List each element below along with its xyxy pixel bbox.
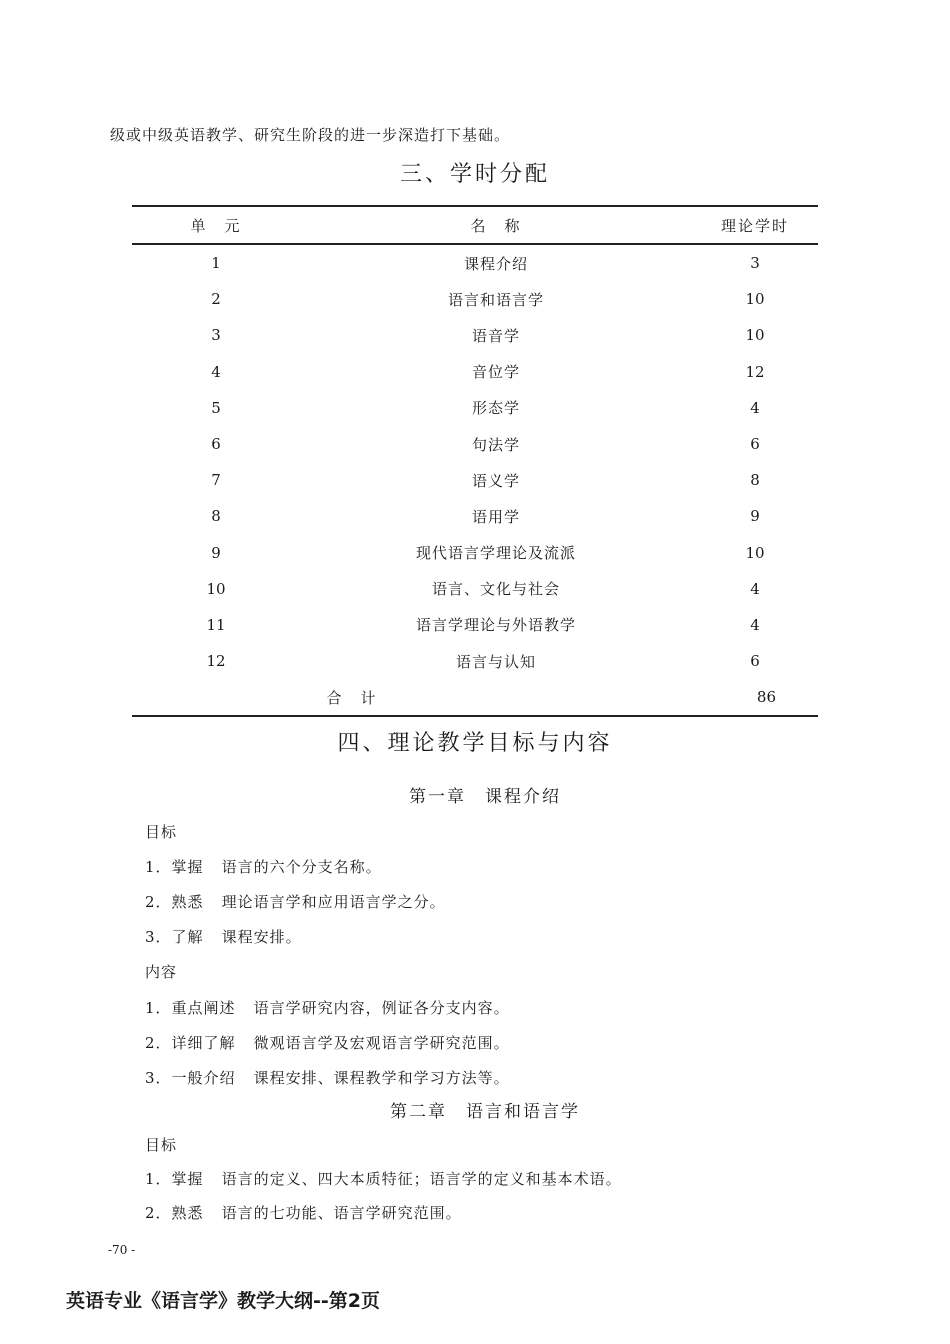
goal-keyword: 掌握	[171, 858, 204, 876]
unit-cell: 9	[211, 543, 221, 562]
goal-keyword: 熟悉	[171, 1204, 204, 1222]
goal-item	[145, 1202, 462, 1223]
name-cell: 句法学	[471, 435, 520, 454]
content-keyword: 一般介绍	[171, 1069, 236, 1087]
hours-cell: 10	[745, 543, 765, 562]
unit-cell: 5	[211, 398, 221, 417]
total-row	[132, 679, 818, 716]
hours-cell: 10	[745, 326, 765, 345]
name-cell: 语用学	[471, 507, 520, 526]
table-row	[132, 462, 818, 498]
goal-item	[145, 856, 382, 877]
unit-cell: 12	[206, 652, 226, 671]
table-row	[132, 390, 818, 426]
total-value: 86	[756, 688, 776, 707]
table-row	[132, 281, 818, 317]
chapter-2-title: 第二章 语言和语言学	[390, 1102, 580, 1122]
content-number: 2．	[145, 1034, 172, 1052]
goal-item	[145, 926, 302, 947]
goal-item	[145, 891, 446, 912]
total-label: 合 计	[326, 688, 378, 707]
name-cell: 音位学	[471, 363, 520, 382]
table-row	[132, 244, 818, 281]
chapter-1-goal-label: 目标	[145, 823, 178, 841]
header-name: 名 称	[300, 206, 692, 244]
hours-cell: 6	[750, 435, 760, 454]
unit-cell: 10	[206, 579, 226, 598]
goal-text: 语言的六个分支名称。	[221, 858, 382, 876]
hours-cell: 8	[750, 471, 760, 490]
goal-text: 课程安排。	[221, 928, 302, 946]
chapter-1-title: 第一章 课程介绍	[409, 787, 561, 807]
hours-cell: 3	[750, 254, 760, 273]
name-cell: 语言、文化与社会	[431, 580, 560, 599]
hours-cell: 10	[745, 290, 765, 309]
goal-number: 3．	[145, 928, 172, 946]
content-item	[145, 997, 510, 1018]
unit-cell: 11	[206, 615, 226, 634]
content-keyword: 重点阐述	[171, 999, 236, 1017]
header-hours: 理论学时	[692, 206, 818, 244]
section-4-title: 四、理论教学目标与内容	[337, 731, 613, 756]
table-row	[132, 354, 818, 390]
content-text: 课程安排、课程教学和学习方法等。	[253, 1069, 510, 1087]
table-row	[132, 571, 818, 607]
intro-line: 级或中级英语教学、研究生阶段的进一步深造打下基础。	[110, 126, 511, 144]
unit-cell: 6	[211, 435, 221, 454]
table-row	[132, 498, 818, 534]
content-number: 3．	[145, 1069, 172, 1087]
section-3-title: 三、学时分配	[399, 162, 550, 187]
content-item	[145, 1067, 510, 1088]
table-row	[132, 643, 818, 679]
hours-cell: 4	[750, 579, 760, 598]
name-cell: 语言与认知	[455, 652, 536, 671]
hours-cell: 4	[750, 615, 760, 634]
content-item	[145, 1032, 510, 1053]
header-unit: 单 元	[132, 206, 300, 244]
goal-text: 语言的定义、四大本质特征；语言学的定义和基本术语。	[221, 1170, 622, 1188]
content-text: 语言学研究内容，例证各分支内容。	[253, 999, 510, 1017]
table-row	[132, 317, 818, 353]
goal-item	[145, 1168, 622, 1189]
name-cell: 课程介绍	[463, 254, 528, 273]
content-text: 微观语言学及宏观语言学研究范围。	[253, 1034, 510, 1052]
name-cell: 语言学理论与外语教学	[415, 616, 576, 635]
table-header-row	[132, 206, 818, 244]
table-row	[132, 535, 818, 571]
document-footer: 英语专业《语言学》教学大纲--第2页	[66, 1290, 380, 1312]
name-cell: 语音学	[471, 326, 520, 345]
goal-number: 2．	[145, 893, 172, 911]
unit-cell: 2	[211, 290, 221, 309]
table-row	[132, 607, 818, 643]
hours-table	[132, 205, 818, 717]
name-cell: 形态学	[471, 399, 520, 418]
chapter-1-content-label: 内容	[145, 963, 178, 981]
goal-keyword: 熟悉	[171, 893, 204, 911]
hours-cell: 4	[750, 398, 760, 417]
content-keyword: 详细了解	[171, 1034, 236, 1052]
chapter-2-goal-label: 目标	[145, 1136, 178, 1154]
unit-cell: 1	[211, 254, 221, 273]
content-number: 1．	[145, 999, 172, 1017]
name-cell: 语义学	[471, 471, 520, 490]
goal-keyword: 掌握	[171, 1170, 204, 1188]
goal-text: 语言的七功能、语言学研究范围。	[221, 1204, 462, 1222]
goal-number: 1．	[145, 1170, 172, 1188]
name-cell: 现代语言学理论及流派	[415, 544, 576, 563]
hours-cell: 12	[745, 362, 765, 381]
goal-text: 理论语言学和应用语言学之分。	[221, 893, 446, 911]
page-number: -70 -	[108, 1243, 136, 1257]
goal-number: 2．	[145, 1204, 172, 1222]
unit-cell: 8	[211, 507, 221, 526]
goal-keyword: 了解	[171, 928, 204, 946]
table-row	[132, 426, 818, 462]
unit-cell: 7	[211, 471, 221, 490]
goal-number: 1．	[145, 858, 172, 876]
hours-cell: 6	[750, 652, 760, 671]
hours-cell: 9	[750, 507, 760, 526]
name-cell: 语言和语言学	[447, 290, 544, 309]
unit-cell: 3	[211, 326, 221, 345]
unit-cell: 4	[211, 362, 221, 381]
